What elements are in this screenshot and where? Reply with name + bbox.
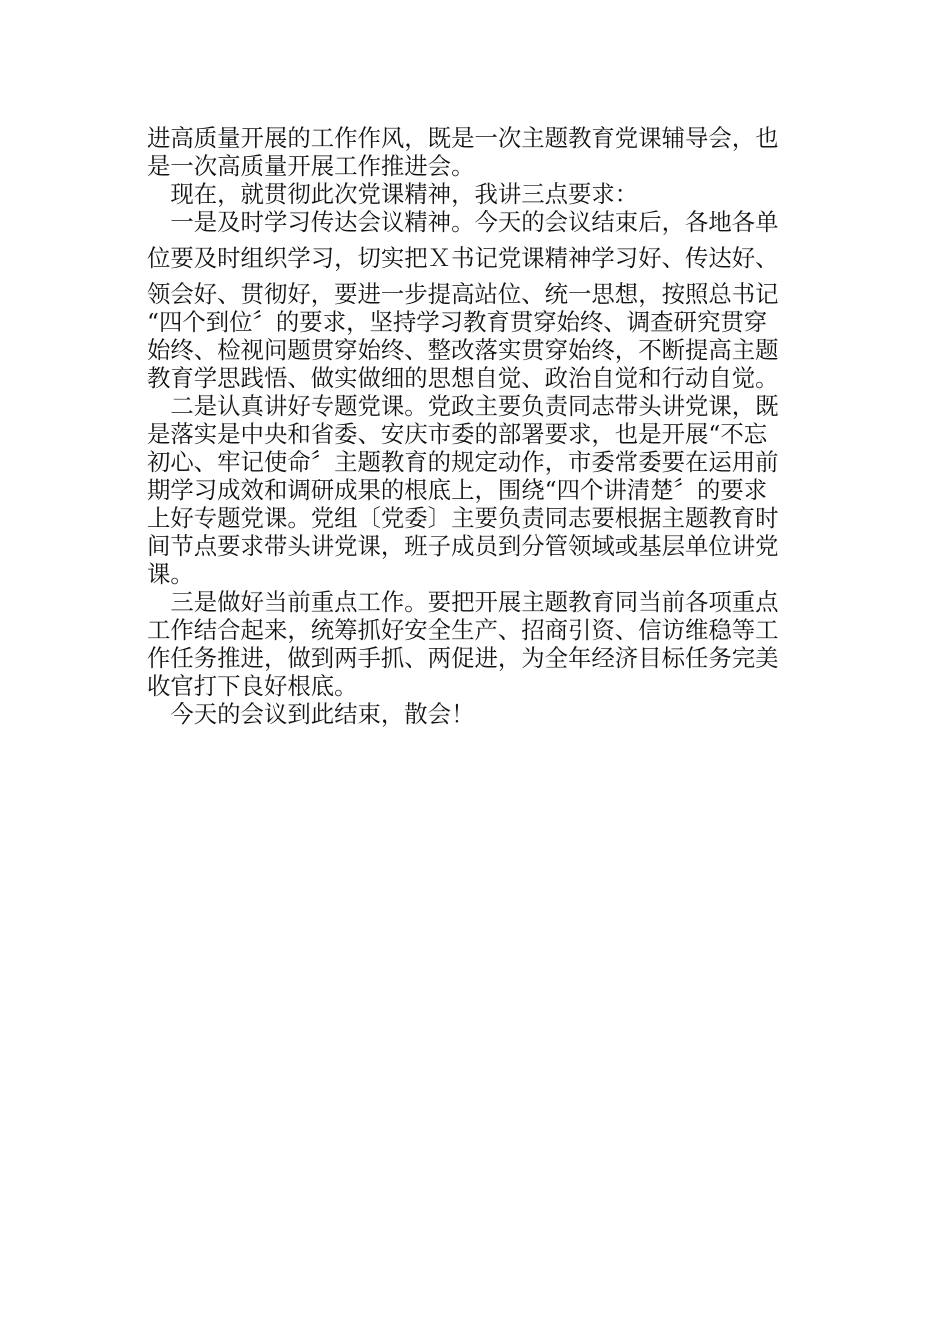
text-line: 始终、检视问题贯穿始终、整改落实贯穿始终，不断提高主题	[147, 336, 779, 364]
text-line: 工作结合起来，统筹抓好安全生产、招商引资、信访维稳等工	[147, 616, 779, 644]
document-body	[147, 124, 807, 728]
text-line: 是落实是中央和省委、安庆市委的部署要求，也是开展“不忘	[147, 420, 768, 448]
text-line: 今天的会议到此结束，散会！	[147, 700, 475, 728]
text-line: 间节点要求带头讲党课，班子成员到分管领域或基层单位讲党	[147, 532, 779, 560]
text-line: 上好专题党课。党组〔党委〕主要负责同志要根据主题教育时	[147, 504, 779, 532]
text-line: 三是做好当前重点工作。要把开展主题教育同当前各项重点	[147, 588, 779, 616]
text-line: “四个到位〞的要求，坚持学习教育贯穿始终、调查研究贯穿	[147, 308, 768, 336]
text-line: 初心、牢记使命〞主题教育的规定动作，市委常委要在运用前	[147, 448, 779, 476]
text-line: 领会好、贯彻好，要进一步提高站位、统一思想，按照总书记	[147, 280, 779, 308]
text-line: 教育学思践悟、做实做细的思想自觉、政治自觉和行动自觉。	[147, 364, 779, 392]
text-line: 收官打下良好根底。	[147, 672, 358, 700]
text-line: 一是及时学习传达会议精神。今天的会议结束后，各地各单	[147, 208, 779, 236]
text-line: 位要及时组织学习，切实把Ｘ书记党课精神学习好、传达好、	[147, 244, 779, 272]
text-line: 课。	[147, 560, 194, 588]
text-line: 期学习成效和调研成果的根底上，围绕“四个讲清楚〞的要求	[147, 476, 768, 504]
text-line: 二是认真讲好专题党课。党政主要负责同志带头讲党课，既	[147, 392, 779, 420]
text-line: 进高质量开展的工作作风，既是一次主题教育党课辅导会，也	[147, 124, 779, 152]
text-line: 是一次高质量开展工作推进会。	[147, 152, 475, 180]
text-line: 作任务推进，做到两手抓、两促进，为全年经济目标任务完美	[147, 644, 779, 672]
text-line: 现在，就贯彻此次党课精神，我讲三点要求：	[147, 180, 639, 208]
